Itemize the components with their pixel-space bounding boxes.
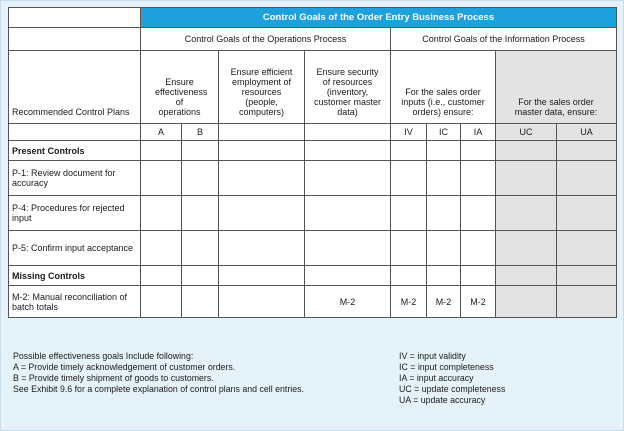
recommended-plans-header: Recommended Control Plans [9, 51, 141, 124]
cell-b [182, 231, 219, 266]
subheader-b: B [182, 124, 219, 141]
cell-a [141, 231, 182, 266]
row-label: M-2: Manual reconciliation of batch totals [9, 286, 141, 318]
cell-iv [391, 231, 427, 266]
note-line: See Exhibit 9.6 for a complete explanation of control plans and cell entries. [13, 384, 304, 394]
legend-line: IC = input completeness [399, 362, 494, 372]
title-row [9, 8, 617, 28]
cell-security [305, 196, 391, 231]
cell-security [305, 161, 391, 196]
group-corner-cell [9, 28, 141, 51]
cell-ua [557, 231, 617, 266]
row-label: P-1: Review document for accuracy [9, 161, 141, 196]
efficiency-header: Ensure efficient employment of resources (people, computers) [219, 51, 305, 124]
cell-efficiency [219, 231, 305, 266]
abbreviation-legend [399, 351, 505, 406]
security-header: Ensure security of resources (inventory, customer master data) [305, 51, 391, 124]
table-row [9, 196, 617, 231]
cell-efficiency [219, 286, 305, 318]
note-line: Possible effectiveness goals Include following: [13, 351, 194, 361]
cell-uc [496, 161, 557, 196]
cell-ia [461, 196, 496, 231]
cell-ia: M-2 [461, 286, 496, 318]
cell-ia [461, 231, 496, 266]
corner-blank-cell [9, 8, 141, 28]
cell-uc [496, 286, 557, 318]
section-row-missing [9, 266, 617, 286]
cell-uc [496, 196, 557, 231]
column-header-row [9, 51, 617, 124]
table-row [9, 286, 617, 318]
control-matrix-table [8, 7, 617, 318]
cell-efficiency [219, 161, 305, 196]
master-data-goals-header: For the sales order master data, ensure: [496, 51, 617, 124]
cell-iv [391, 196, 427, 231]
cell-b [182, 161, 219, 196]
subheader-efficiency-blank [219, 124, 305, 141]
legend-line: IA = input accuracy [399, 373, 474, 383]
row-label: P-5: Confirm input acceptance [9, 231, 141, 266]
cell-efficiency [219, 196, 305, 231]
section-label-present: Present Controls [9, 141, 141, 161]
note-line: A = Provide timely acknowledgement of customer orders. [13, 362, 236, 372]
cell-ua [557, 196, 617, 231]
cell-security: M-2 [305, 286, 391, 318]
cell-ic: M-2 [427, 286, 461, 318]
legend-line: UC = update completeness [399, 384, 506, 394]
cell-b [182, 286, 219, 318]
cell-ic [427, 161, 461, 196]
subheader-ua: UA [557, 124, 617, 141]
cell-ua [557, 161, 617, 196]
subheader-a: A [141, 124, 182, 141]
cell-a [141, 161, 182, 196]
section-label-missing: Missing Controls [9, 266, 141, 286]
legend-line: IV = input validity [399, 351, 466, 361]
table-row [9, 231, 617, 266]
information-goals-header: Control Goals of the Information Process [391, 28, 617, 51]
note-line: B = Provide timely shipment of goods to customers. [13, 373, 214, 383]
subheader-blank [9, 124, 141, 141]
cell-uc [496, 231, 557, 266]
cell-iv [391, 161, 427, 196]
cell-ua [557, 286, 617, 318]
cell-b [182, 196, 219, 231]
operations-goals-header: Control Goals of the Operations Process [141, 28, 391, 51]
subheader-iv: IV [391, 124, 427, 141]
cell-security [305, 231, 391, 266]
cell-ia [461, 161, 496, 196]
subheader-ia: IA [461, 124, 496, 141]
legend-line: UA = update accuracy [399, 395, 486, 405]
subheader-row [9, 124, 617, 141]
row-label: P-4: Procedures for rejected input [9, 196, 141, 231]
group-header-row [9, 28, 617, 51]
effectiveness-header: Ensure effectiveness of operations [141, 51, 219, 124]
subheader-ic: IC [427, 124, 461, 141]
subheader-security-blank [305, 124, 391, 141]
table-title: Control Goals of the Order Entry Business Process [141, 8, 617, 28]
table-row [9, 161, 617, 196]
input-goals-header: For the sales order inputs (i.e., customer orders) ensure: [391, 51, 496, 124]
cell-iv: M-2 [391, 286, 427, 318]
cell-ic [427, 231, 461, 266]
cell-a [141, 196, 182, 231]
section-row-present [9, 141, 617, 161]
effectiveness-notes [13, 351, 304, 395]
cell-a [141, 286, 182, 318]
cell-ic [427, 196, 461, 231]
subheader-uc: UC [496, 124, 557, 141]
